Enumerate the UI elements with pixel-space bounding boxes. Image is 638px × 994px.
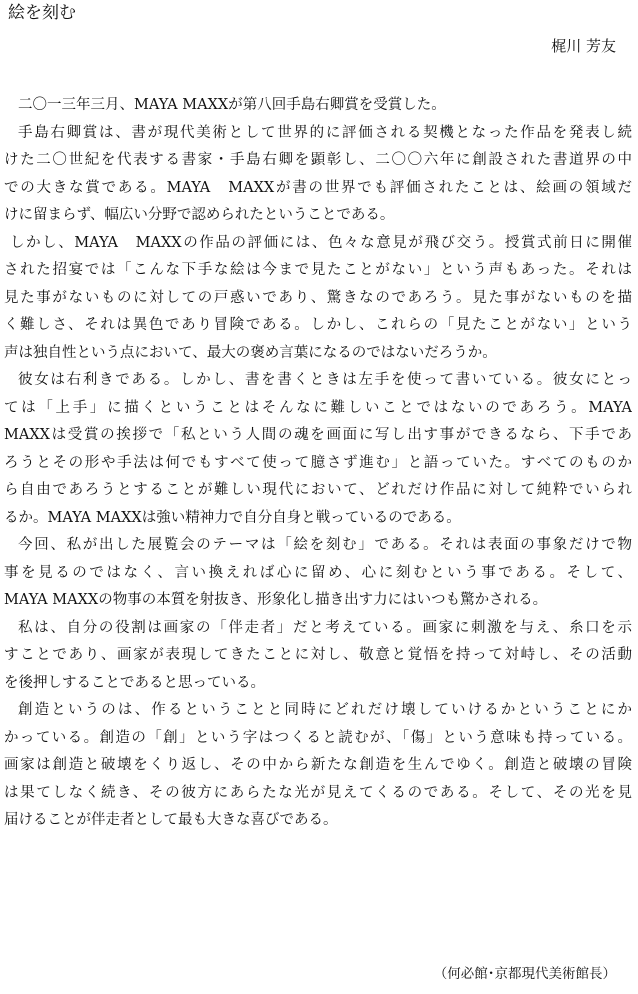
author-name: 梶川 芳友 bbox=[551, 37, 616, 55]
document-body bbox=[4, 92, 632, 835]
text-line: 見た事がないものに対しての戸惑いであり、驚きなのであろう。見た事がないものを描 bbox=[4, 289, 632, 306]
text-line: 手島右卿賞は、書が現代美術として世界的に評価される契機となった作品を発表し続 bbox=[18, 124, 632, 141]
text-line: 今回、私が出した展覧会のテーマは「絵を刻む」である。それは表面の事象だけで物 bbox=[18, 537, 632, 553]
text-line: ら自由であろうとすることが難しい現代において、どれだけ作品に対して純粋でいられ bbox=[4, 482, 632, 498]
text-line: は果てしなく続き、その彼方にあらたな光が見えてくるのである。そして、その光を見 bbox=[4, 784, 632, 801]
document-title: 絵を刻む bbox=[8, 3, 76, 23]
text-line: ろうとその形や手法は何でもすべて使って臆さず進む」と語っていた。すべてのものか bbox=[4, 454, 632, 471]
text-line: ては「上手」に描くということはそんなに難しいことではないのであろう。MAYA bbox=[4, 399, 632, 416]
text-line: 届けることが伴走者として最も大きな喜びである。 bbox=[4, 812, 338, 828]
text-line: けた二〇世紀を代表する書家・手島右卿を顕彰し、二〇〇六年に創設された書道界の中 bbox=[4, 152, 632, 168]
text-line: 事を見るのではなく、言い換えれば心に留め、心に刻むという事である。そして、 bbox=[4, 564, 632, 581]
text-line: MAYA MAXXの物事の本質を射抜き、形象化し描き出す力にはいつも驚かされる。 bbox=[4, 592, 548, 608]
text-line: しかし、MAYA MAXXの作品の評価には、色々な意見が飛び交う。授賞式前日に開催 bbox=[10, 234, 632, 251]
text-line: すことであり、画家が表現してきたことに対し、敬意と覚悟を持って対峙し、その活動 bbox=[4, 647, 632, 663]
text-line: 創造というのは、作るということと同時にどれだけ壊していけるかということにか bbox=[18, 702, 632, 718]
text-line: された招宴では「こんな下手な絵は今まで見たことがない」という声もあった。それは bbox=[4, 262, 632, 278]
text-line: 画家は創造と破壊をくり返し、その中から新たな創造を生んでゆく。創造と破壊の冒険 bbox=[4, 757, 632, 773]
author-affiliation: （何必館･京都現代美術館長） bbox=[433, 966, 616, 982]
text-line: 二〇一三年三月、MAYA MAXXが第八回手島右卿賞を受賞した。 bbox=[18, 97, 446, 113]
text-line: MAXXは受賞の挨拶で「私という人間の魂を画面に写し出す事ができるなら、下手であ bbox=[4, 427, 632, 443]
text-line: 私は、自分の役割は画家の「伴走者」だと考えている。画家に刺激を与え、糸口を示 bbox=[18, 619, 632, 636]
text-line: かっている。創造の「創」という字はつくると読むが、「傷」という意味も持っている。 bbox=[4, 729, 632, 746]
text-line: るか。MAYA MAXXは強い精神力で自分自身と戦っているのである。 bbox=[4, 509, 461, 526]
text-line: 彼女は右利きである。しかし、書を書くときは左手を使って書いている。彼女にとっ bbox=[18, 372, 632, 388]
text-line: での大きな賞である。MAYA MAXXが書の世界でも評価されたことは、絵画の領域だ bbox=[4, 179, 632, 196]
text-line: く難しさ、それは異色であり冒険である。しかし、これらの「見たことがない」という bbox=[4, 317, 632, 333]
text-line: けに留まらず、幅広い分野で認められたということである。 bbox=[4, 207, 395, 223]
text-line: を後押しすることであると思っている。 bbox=[4, 674, 265, 691]
text-line: 声は独自性という点において、最大の褒め言葉になるのではないだろうか。 bbox=[4, 344, 497, 361]
